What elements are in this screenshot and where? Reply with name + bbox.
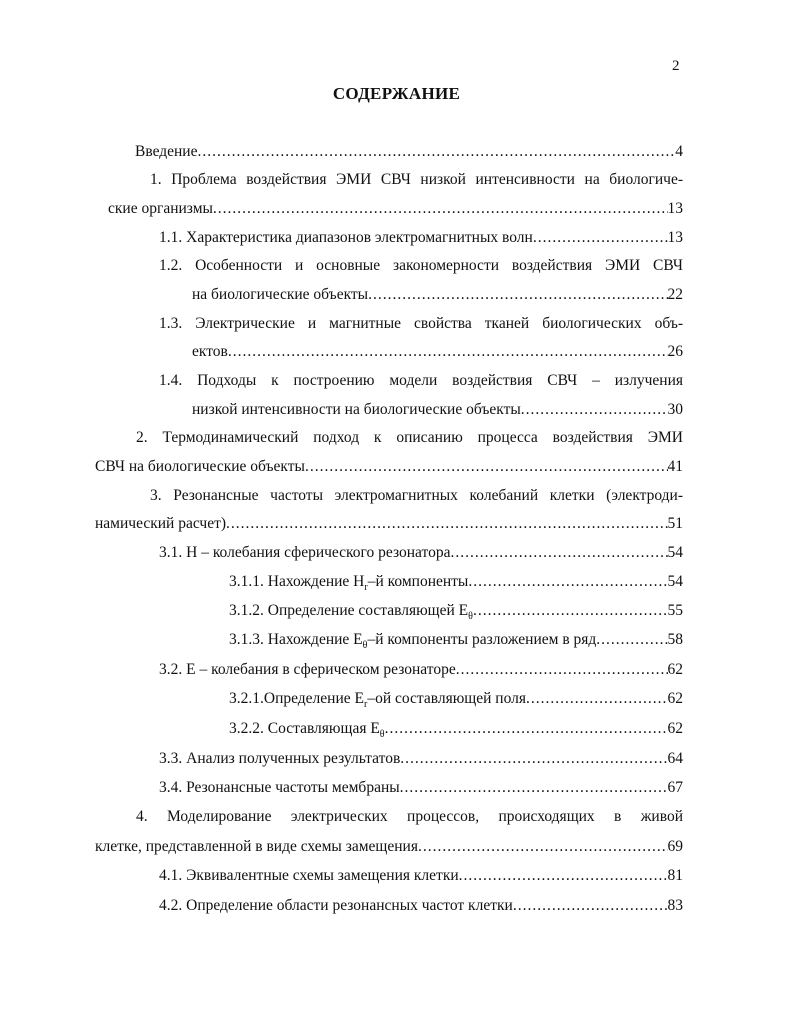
- toc-entry-subscript: θ: [379, 729, 385, 741]
- toc-entry-3-1-1: [229, 572, 683, 598]
- toc-entry-text-suffix: –ой составляющей поля: [367, 690, 526, 707]
- toc-entry-4-line2: [95, 837, 683, 857]
- toc-entry-text: 3.2.2. Составляющая E: [229, 720, 380, 737]
- toc-entry-3-2-2: [229, 719, 683, 745]
- toc-entry-text: СВЧ на биологические объекты: [95, 458, 305, 475]
- toc-entry-text-suffix: –й компоненты разложением в ряд: [367, 631, 597, 648]
- toc-entry-text: клетке, представленной в виде схемы замещения: [95, 838, 418, 855]
- toc-entry-3-1: [159, 543, 683, 563]
- toc-entry-text-suffix: –й компоненты: [367, 573, 469, 590]
- toc-entry-text: на биологические объекты: [192, 286, 369, 303]
- toc-entry-text: 1.1. Характеристика диапазонов электромагнитных волн: [159, 229, 533, 246]
- toc-entry-text: 3.4. Резонансные частоты мембраны: [159, 779, 400, 796]
- toc-entry-1-3-line2: [192, 342, 683, 362]
- toc-entry-4-2: [159, 896, 683, 916]
- toc-entry-1-3-line1: [159, 314, 683, 334]
- toc-entry-text: 3.1.3. Нахождение E: [229, 631, 363, 648]
- toc-entry-subscript: θ: [468, 611, 473, 623]
- toc-entry-page: 13: [667, 229, 683, 246]
- toc-entry-3-2-1: [229, 689, 683, 715]
- toc-entry-page: 13: [667, 200, 683, 217]
- toc-entry-1-line2: [108, 199, 683, 219]
- toc-entry-page: 81: [667, 867, 683, 884]
- toc-entry-subscript: θ: [362, 640, 368, 652]
- toc-entry-text: ектов: [192, 343, 228, 360]
- toc-entry-page: 83: [667, 897, 683, 914]
- toc-entry-page: 4: [675, 143, 683, 160]
- toc-entry-text: Введение: [135, 143, 198, 160]
- toc-entry-text: 3.2. Е – колебания в сферическом резонаторе: [159, 661, 456, 678]
- toc-entry-page: 55: [667, 602, 683, 619]
- toc-entry-1-2-line1: [159, 256, 683, 276]
- toc-entry-1-4-line2: [192, 400, 683, 420]
- toc-entry-page: 64: [667, 750, 683, 767]
- toc-entry-2-line2: [95, 457, 683, 477]
- toc-entry-text: 3.1. Н – колебания сферического резонатора: [159, 544, 451, 561]
- toc-entry-text: 3.3. Анализ полученных результатов: [159, 750, 401, 767]
- toc-entry-text: 1.4. Подходы к построению модели воздействия СВЧ – излучения: [159, 372, 683, 389]
- toc-entry-intro: [135, 142, 683, 162]
- toc-entry-page: 62: [667, 690, 683, 707]
- toc-entry-3-2: [159, 660, 683, 680]
- toc-entry-text: 3.2.1.Определение E: [229, 690, 364, 707]
- toc-entry-page: 69: [667, 838, 683, 855]
- toc-entry-subscript: r: [364, 582, 368, 594]
- toc-entry-text: 3.1.1. Нахождение H: [229, 573, 365, 590]
- toc-entry-2-line1: [136, 428, 683, 448]
- page-title: СОДЕРЖАНИЕ: [332, 84, 461, 103]
- toc-entry-text: низкой интенсивности на биологические объекты: [192, 401, 521, 418]
- toc-entry-text: ские организмы: [108, 200, 213, 217]
- toc-entry-4-1: [159, 866, 683, 886]
- toc-entry-3-1-2: [229, 601, 683, 627]
- toc-entry-page: 58: [667, 631, 683, 648]
- toc-entry-text: 4. Моделирование электрических процессов, происходящих в живой: [136, 808, 683, 825]
- toc-entry-page: 26: [667, 343, 683, 360]
- toc-entry-text: 1. Проблема воздействия ЭМИ СВЧ низкой интенсивности на биологиче-: [150, 171, 683, 188]
- toc-entry-3-line2: [95, 514, 683, 534]
- toc-entry-page: 51: [667, 515, 683, 532]
- toc-entry-page: 54: [667, 544, 683, 561]
- toc-entry-page: 62: [667, 720, 683, 737]
- toc-entry-text: 1.2. Особенности и основные закономерности воздействия ЭМИ СВЧ: [159, 257, 683, 274]
- toc-entry-subscript: r: [363, 699, 368, 711]
- toc-entry-page: 54: [667, 573, 683, 590]
- toc-entry-1-1: [159, 228, 683, 248]
- toc-entry-text: 2. Термодинамический подход к описанию процесса воздействия ЭМИ: [136, 429, 683, 446]
- toc-entry-4-line1: [136, 807, 683, 827]
- toc-entry-3-line1: [150, 486, 683, 506]
- toc-entry-text: 3.1.2. Определение составляющей E: [229, 602, 469, 619]
- toc-entry-page: 41: [667, 458, 683, 475]
- toc-entry-3-1-3: [229, 630, 683, 656]
- toc-entry-text: 4.1. Эквивалентные схемы замещения клетки: [159, 867, 459, 884]
- page-number: 2: [672, 58, 680, 74]
- toc-entry-page: 67: [667, 779, 683, 796]
- toc-entry-text: 4.2. Определение области резонансных частот клетки: [159, 897, 513, 914]
- toc-entry-page: 22: [667, 286, 683, 303]
- toc-entry-text: намический расчет): [95, 515, 227, 532]
- toc-entry-text: 1.3. Электрические и магнитные свойства тканей биологических объ-: [159, 315, 683, 332]
- toc-entry-1-2-line2: [192, 285, 683, 305]
- toc-entry-3-3: [159, 749, 683, 769]
- toc-entry-1-4-line1: [159, 371, 683, 391]
- toc-entry-page: 30: [667, 401, 683, 418]
- toc-entry-text: 3. Резонансные частоты электромагнитных колебаний клетки (электроди-: [150, 487, 683, 504]
- toc-entry-page: 62: [667, 661, 683, 678]
- toc-entry-1-line1: [150, 170, 683, 190]
- toc-entry-3-4: [159, 778, 683, 798]
